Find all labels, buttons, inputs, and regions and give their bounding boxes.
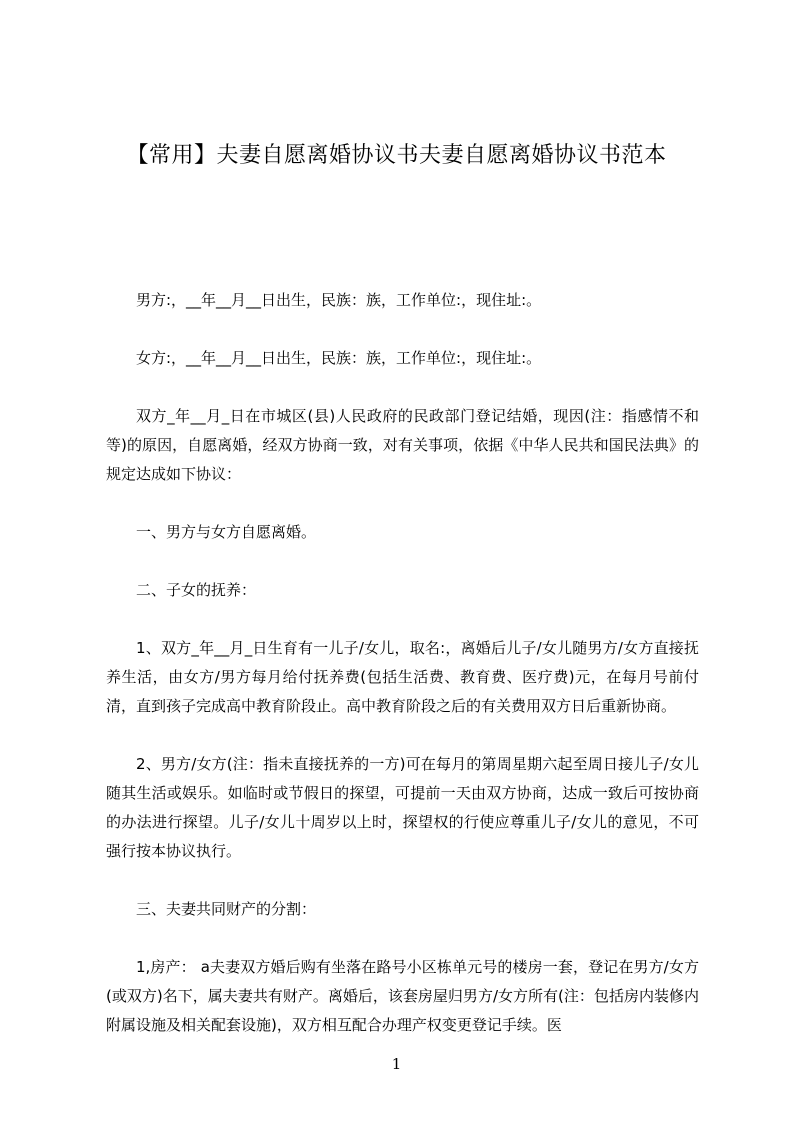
page-number: 1 (391, 1055, 402, 1073)
document-title: 【常用】夫妻自愿离婚协议书夫妻自愿离婚协议书范本 (126, 143, 667, 168)
document-body (106, 286, 699, 1069)
paragraph-male-party: 男方:，__年__月__日出生，民族：族，工作单位:，现住址:。 (136, 291, 542, 309)
paragraph-section-2-heading: 二、子女的抚养： (136, 581, 257, 599)
paragraph-section-2-item-1: 1、双方_年__月_日生育有一儿子/女儿，取名:，离婚后儿子/女儿随男方/女方直接抚养生活，由女方/男方每月给付抚养费(包括生活费、教育费、医疗费)元，在每月号前付清，直到孩子完成高中教育阶段止。高中教育阶段之后的有关费用双方日后重新协商。 (106, 639, 699, 715)
paragraph-section-2-item-2: 2、男方/女方(注：指未直接抚养的一方)可在每月的第周星期六起至周日接儿子/女儿随其生活或娱乐。如临时或节假日的探望，可提前一天由双方协商，达成一致后可按协商的办法进行探望。儿子/女儿十周岁以上时，探望权的行使应尊重儿子/女儿的意见，不可强行按本协议执行。 (106, 755, 699, 860)
paragraph-section-3-item-1: 1,房产： a夫妻双方婚后购有坐落在路号小区栋单元号的楼房一套，登记在男方/女方(或双方)名下，属夫妻共有财产。离婚后，该套房屋归男方/女方所有(注：包括房内装修内附属设施及相关配套设施)，双方相互配合办理产权变更登记手续。医 (106, 958, 699, 1034)
paragraph-female-party: 女方:，__年__月__日出生，民族：族，工作单位:，现住址:。 (136, 349, 542, 367)
paragraph-preamble: 双方_年__月_日在市城区(县)人民政府的民政部门登记结婚，现因(注：指感情不和等)的原因，自愿离婚，经双方协商一致，对有关事项，依据《中华人民共和国民法典》的规定达成如下协议： (106, 407, 699, 483)
paragraph-section-1: 一、男方与女方自愿离婚。 (136, 523, 317, 541)
paragraph-section-3-heading: 三、夫妻共同财产的分割： (136, 900, 317, 918)
